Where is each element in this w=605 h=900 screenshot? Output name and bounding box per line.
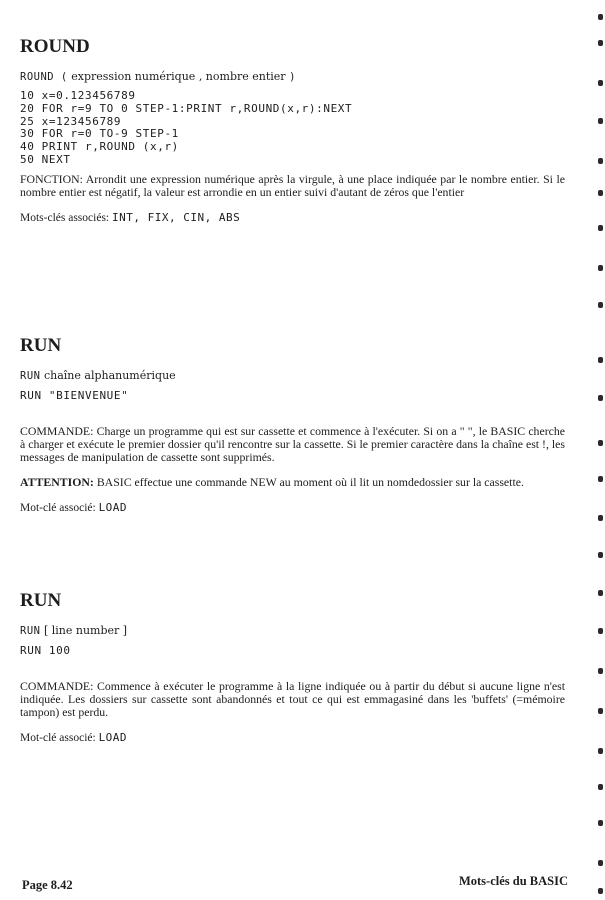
warning-label: ATTENTION: [20,475,94,490]
run-syntax-keyword: RUN [20,625,41,637]
code-line: 25 x=123456789 [20,114,122,128]
assoc-label: Mots-clés associés: [20,211,110,224]
page-number: Page 8.42 [22,878,73,892]
code-line: 50 NEXT [20,152,71,166]
code-line: RUN "BIENVENUE" [20,389,129,402]
assoc-value: LOAD [98,731,128,745]
run-associated-keywords [20,501,565,515]
run-associated-keywords [20,731,565,745]
run-description: COMMANDE: Commence à exécuter le programme à la ligne indiquée ou à partir du début si aucune ligne n'est indiquée. Les dossiers sur cassette sont abandonnés et tout ce qui est emmagasiné dans les 'buffets' (=mémoire tampon) est perdu. [20,678,565,720]
round-syntax-args: expression numérique , nombre entier [71,70,286,83]
run-string-section [20,335,565,515]
run-description: COMMANDE: Charge un programme qui est sur cassette et commence à l'exécuter. Si on a " ", le BASIC cherche à charger et exécute le premier dossier qu'il rencontre sur la cassette. Si le premier caractère dans la chaîne est !, les messages de manipulation de cassette sont supprimés. [20,423,565,465]
run-line-section [20,590,565,745]
code-line: 40 PRINT r,ROUND (x,r) [20,140,179,154]
page-footer [22,874,568,893]
assoc-value: LOAD [98,501,128,515]
round-syntax-keyword: ROUND ( [20,71,68,83]
run-syntax-keyword: RUN [20,370,41,382]
code-line: 20 FOR r=9 TO 0 STEP-1:PRINT r,ROUND(x,r):NEXT [20,101,353,115]
assoc-value: INT, FIX, CIN, ABS [111,210,241,224]
round-description: FONCTION: Arrondit une expression numérique après la virgule, à une place indiquée par le nombre entier. Si le nombre entier est négatif, la valeur est arrondie en un entier suivi d'autant de zéros que l'entier [20,171,565,199]
round-title: ROUND [20,36,90,57]
round-syntax [20,70,565,84]
run-title: RUN [20,335,62,356]
code-line: 30 FOR r=0 TO-9 STEP-1 [20,127,179,141]
round-section [20,36,565,225]
run-syntax-args: [ line number ] [43,624,128,637]
binding-edge [598,0,605,900]
run-title: RUN [20,590,62,611]
run-syntax [20,369,565,383]
section-title: Mots-clés du BASIC [458,874,568,888]
round-code-block [20,90,565,167]
run-warning [20,476,565,489]
run-example [20,645,565,658]
run-syntax [20,624,565,638]
run-syntax-args: chaîne alphanumérique [43,369,176,382]
round-syntax-close: ) [289,71,296,83]
run-example [20,390,565,403]
round-associated-keywords [20,211,565,225]
warning-text: BASIC effectue une commande NEW au moment où il lit un nomdedossier sur la cassette. [96,475,524,490]
assoc-label: Mot-clé associé: [20,732,96,745]
assoc-label: Mot-clé associé: [20,502,96,515]
code-line: RUN 100 [20,644,71,657]
code-line: 10 x=0.123456789 [20,89,136,102]
